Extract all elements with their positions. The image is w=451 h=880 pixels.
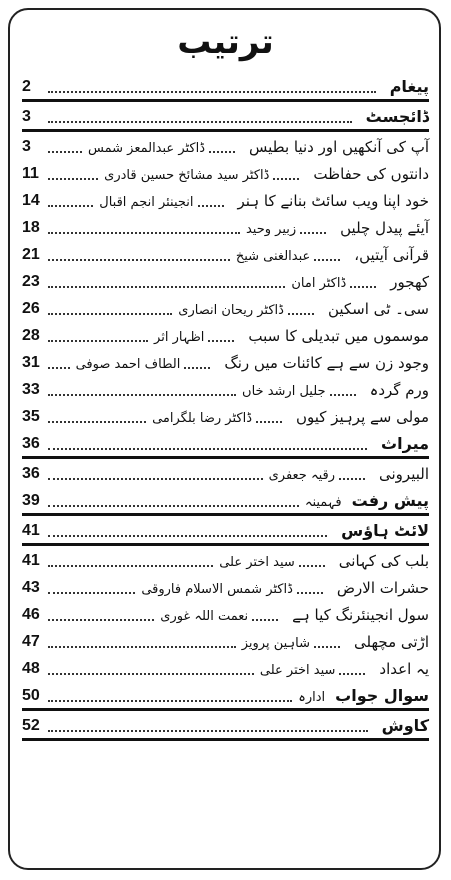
- page-number: 11: [22, 165, 39, 182]
- dot-leader: [208, 339, 234, 342]
- dot-leader: [48, 120, 352, 123]
- entry-title: سوال جواب: [335, 686, 429, 705]
- dot-leader: [330, 393, 356, 396]
- dot-leader: [48, 90, 376, 93]
- dot-leader: [48, 204, 93, 207]
- toc-item-row[interactable]: [22, 459, 429, 486]
- entry-title: مولی سے پرہیز کیوں: [296, 408, 429, 426]
- toc-section-row[interactable]: [22, 102, 429, 132]
- dot-leader: [273, 177, 299, 180]
- entry-title: یہ اعداد: [379, 660, 429, 678]
- page-number: 21: [22, 246, 40, 263]
- toc-item-row[interactable]: [22, 159, 429, 186]
- entry-title: کاوش: [381, 716, 429, 735]
- page-number: 43: [22, 579, 40, 596]
- entry-title: لائٹ ہاؤس: [341, 521, 429, 540]
- dot-leader: [48, 729, 368, 732]
- entry-title: آیئے پیدل چلیں: [340, 219, 429, 237]
- entry-title: پیش رفت: [351, 491, 429, 510]
- toc-item-row[interactable]: [22, 348, 429, 375]
- author-name: ڈاکٹر سید مشائخ حسین قادری: [104, 168, 270, 183]
- toc-section-row[interactable]: [22, 711, 429, 741]
- author-name: سید اختر علی: [259, 663, 336, 678]
- entry-title: اڑتی مچھلی: [354, 633, 429, 651]
- toc-item-row[interactable]: [22, 186, 429, 213]
- toc-item-row[interactable]: [22, 132, 429, 159]
- author-name: الطاف احمد صوفی: [75, 357, 181, 372]
- page-number: 2: [22, 78, 31, 95]
- author-name: ڈاکٹر شمس الاسلام فاروقی: [141, 582, 293, 597]
- dot-leader: [48, 699, 292, 702]
- page-number: 41: [22, 552, 40, 569]
- page-number: 48: [22, 660, 40, 677]
- dot-leader: [314, 258, 340, 261]
- toc-section-row[interactable]: [22, 681, 429, 711]
- page-number: 47: [22, 633, 40, 650]
- page-number: 26: [22, 300, 40, 317]
- dot-leader: [48, 618, 154, 621]
- entry-title: موسموں میں تبدیلی کا سبب: [248, 327, 429, 345]
- page-number: 52: [22, 717, 40, 734]
- page-number: 36: [22, 465, 40, 482]
- toc-section-row[interactable]: [22, 429, 429, 459]
- dot-leader: [48, 177, 98, 180]
- dot-leader: [48, 258, 230, 261]
- dot-leader: [339, 672, 365, 675]
- toc-item-row[interactable]: [22, 294, 429, 321]
- page-number: 36: [22, 435, 40, 452]
- dot-leader: [48, 564, 213, 567]
- toc-item-row[interactable]: [22, 321, 429, 348]
- toc-item-row[interactable]: [22, 546, 429, 573]
- dot-leader: [256, 420, 282, 423]
- entry-title: پیغام: [389, 77, 429, 96]
- page-number: 18: [22, 219, 40, 236]
- toc-item-row[interactable]: [22, 573, 429, 600]
- entry-title: ورم گردہ: [369, 381, 429, 399]
- toc-section-row[interactable]: [22, 72, 429, 102]
- page-number: 39: [22, 492, 40, 509]
- author-name: ڈاکٹر امان: [291, 276, 347, 291]
- entry-title: بلب کی کہانی: [338, 552, 429, 570]
- author-name: ڈاکٹر عبدالمعز شمس: [88, 141, 205, 156]
- author-name: ڈاکٹر رضا بلگرامی: [152, 411, 252, 426]
- dot-leader: [48, 645, 236, 648]
- entry-title: سی۔ ٹی اسکین: [327, 300, 429, 318]
- dot-leader: [48, 477, 263, 480]
- page-number: 50: [22, 687, 40, 704]
- page-number: 41: [22, 522, 40, 539]
- entry-title: آپ کی آنکھیں اور دنیا بطیس: [249, 138, 429, 156]
- dot-leader: [184, 366, 210, 369]
- dot-leader: [209, 150, 235, 153]
- entry-title: دانتوں کی حفاظت: [313, 165, 429, 183]
- page-number: 28: [22, 327, 40, 344]
- author-name: جلیل ارشد خاں: [242, 384, 326, 399]
- author-name: انجینئر انجم اقبال: [99, 195, 194, 210]
- dot-leader: [48, 534, 327, 537]
- dot-leader: [350, 285, 376, 288]
- dot-leader: [48, 366, 70, 369]
- author-name: ڈاکٹر ریحان انصاری: [178, 303, 284, 318]
- dot-leader: [198, 204, 224, 207]
- author-name: ادارہ: [298, 690, 326, 705]
- author-name: سید اختر علی: [219, 555, 295, 570]
- author-name: زبیر وحید: [245, 222, 297, 237]
- entry-title: ڈائجسٹ: [365, 107, 429, 126]
- entry-title: خود اپنا ویب سائٹ بنانے کا ہنر: [237, 192, 429, 210]
- dot-leader: [48, 504, 299, 507]
- dot-leader: [48, 447, 367, 450]
- author-name: اظہار اثر: [154, 330, 205, 345]
- dot-leader: [300, 231, 326, 234]
- entry-title: قرآنی آیتیں،: [354, 246, 429, 264]
- dot-leader: [48, 312, 172, 315]
- page-number: 46: [22, 606, 40, 623]
- dot-leader: [48, 420, 146, 423]
- dot-leader: [314, 645, 340, 648]
- dot-leader: [48, 231, 240, 234]
- toc-item-row[interactable]: [22, 627, 429, 654]
- dot-leader: [252, 618, 278, 621]
- toc-section-row[interactable]: [22, 486, 429, 516]
- dot-leader: [339, 477, 365, 480]
- page-number: 3: [22, 138, 31, 155]
- dot-leader: [48, 591, 135, 594]
- dot-leader: [288, 312, 314, 315]
- entry-title: سول انجینئرنگ کیا ہے: [292, 606, 429, 624]
- author-name: نعمت اللہ غوری: [160, 609, 249, 624]
- toc-item-row[interactable]: [22, 267, 429, 294]
- entry-title: حشرات الارض: [336, 579, 429, 597]
- toc-item-row[interactable]: [22, 240, 429, 267]
- toc-item-row[interactable]: [22, 600, 429, 627]
- author-name: شاہین پرویز: [241, 636, 311, 651]
- dot-leader: [297, 591, 323, 594]
- toc-section-row[interactable]: [22, 516, 429, 546]
- toc-item-row[interactable]: [22, 375, 429, 402]
- page-number: 3: [22, 108, 31, 125]
- page-number: 33: [22, 381, 40, 398]
- dot-leader: [48, 150, 82, 153]
- dot-leader: [48, 393, 236, 396]
- author-name: فہمینہ: [304, 495, 342, 510]
- entry-title: وجود زن سے ہے کائنات میں رنگ: [224, 354, 429, 372]
- table-of-contents: [22, 72, 429, 741]
- author-name: رقیہ جعفری: [268, 468, 335, 483]
- dot-leader: [48, 672, 254, 675]
- page-number: 31: [22, 354, 40, 371]
- page-number: 35: [22, 408, 40, 425]
- toc-item-row[interactable]: [22, 402, 429, 429]
- entry-title: البیرونی: [379, 465, 429, 483]
- toc-item-row[interactable]: [22, 654, 429, 681]
- entry-title: میراث: [381, 434, 429, 453]
- page-number: 23: [22, 273, 40, 290]
- page-number: 14: [22, 192, 40, 209]
- dot-leader: [48, 285, 285, 288]
- page-title: ترتیب: [177, 22, 274, 62]
- dot-leader: [48, 339, 148, 342]
- dot-leader: [299, 564, 325, 567]
- author-name: عبدالغنی شیخ: [235, 249, 311, 264]
- toc-item-row[interactable]: [22, 213, 429, 240]
- entry-title: کھجور: [390, 273, 429, 291]
